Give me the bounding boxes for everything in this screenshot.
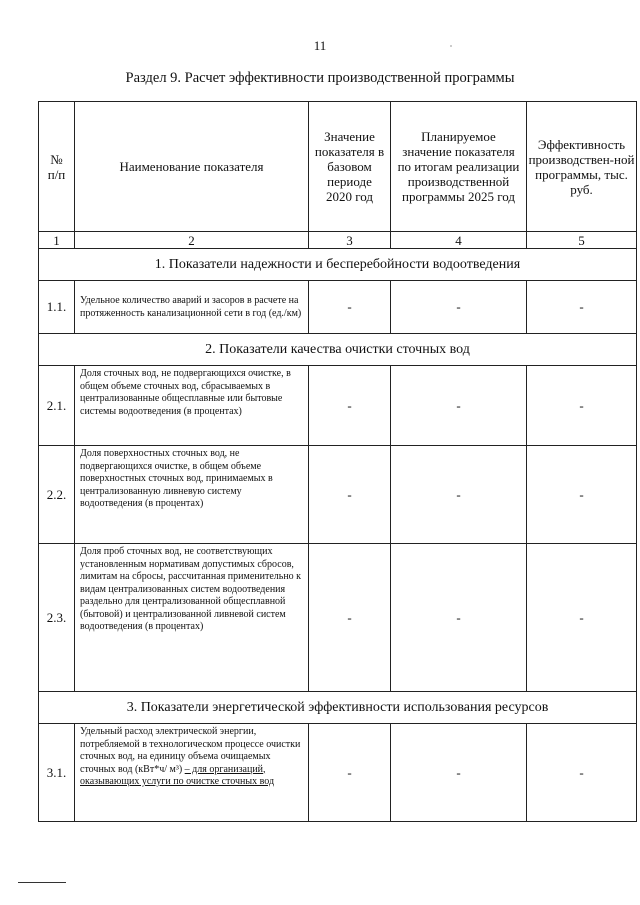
table-header-row bbox=[39, 102, 637, 232]
row-name: Доля поверхностных сточных вод, не подвергающихся очистке, в общем объеме поверхностных сточных вод, принимаемых в централизованную ливневую систему водоотведения (в процентах) bbox=[75, 446, 309, 544]
row-name-tail: – для организаций, оказывающих услуги по очистке сточных вод bbox=[80, 763, 275, 787]
group-row bbox=[39, 249, 637, 281]
efficiency-table bbox=[38, 101, 637, 822]
section-title: Раздел 9. Расчет эффективности производственной программы bbox=[125, 70, 515, 86]
table-row bbox=[39, 724, 637, 822]
header-base: Значение показателя в базовом периоде 2020 год bbox=[309, 102, 391, 232]
header-name: Наименование показателя bbox=[75, 102, 309, 232]
row-number: 3.1. bbox=[39, 724, 75, 822]
row-planned-value: - bbox=[391, 281, 527, 334]
row-efficiency-value: - bbox=[527, 366, 637, 446]
header-num: № п/п bbox=[39, 102, 75, 232]
row-efficiency-value: - bbox=[527, 446, 637, 544]
column-number: 3 bbox=[309, 232, 391, 249]
header-efficiency: Эффективность производствен-ной программы, тыс. руб. bbox=[527, 102, 637, 232]
table-row bbox=[39, 446, 637, 544]
row-planned-value: - bbox=[391, 446, 527, 544]
row-base-value: - bbox=[309, 724, 391, 822]
column-number-row bbox=[39, 232, 637, 249]
row-name: Доля сточных вод, не подвергающихся очистке, в общем объеме сточных вод, сбрасываемых в централизованные общесплавные или бытовые системы водоотведения (в процентах) bbox=[75, 366, 309, 446]
group-row bbox=[39, 692, 637, 724]
row-name: Доля проб сточных вод, не соответствующих установленным нормативам допустимых сбросов, лимитам на сбросы, рассчитанная применительно к видам централизованных систем водоотведения раздельно для централизованной общесплавной (бытовой) и централизованной ливневой систем водоотведения (в процентах) bbox=[75, 544, 309, 692]
row-efficiency-value: - bbox=[527, 544, 637, 692]
table-row bbox=[39, 366, 637, 446]
row-number: 2.1. bbox=[39, 366, 75, 446]
row-base-value: - bbox=[309, 281, 391, 334]
row-name-main: Удельный расход электрической энергии, потребляемой в технологическом процессе очистки сточных вод, на единицу объема очищаемых сточных вод (кВт*ч/ м³) bbox=[80, 726, 301, 775]
row-base-value: - bbox=[309, 366, 391, 446]
row-number: 1.1. bbox=[39, 281, 75, 334]
row-planned-value: - bbox=[391, 724, 527, 822]
row-number: 2.2. bbox=[39, 446, 75, 544]
row-planned-value: - bbox=[391, 366, 527, 446]
column-number: 1 bbox=[39, 232, 75, 249]
row-name: Удельное количество аварий и засоров в расчете на протяженность канализационной сети в год (ед./км) bbox=[75, 281, 309, 334]
scan-speck bbox=[450, 45, 452, 47]
column-number: 2 bbox=[75, 232, 309, 249]
page-number: 11 bbox=[313, 38, 327, 53]
row-base-value: - bbox=[309, 446, 391, 544]
row-number: 2.3. bbox=[39, 544, 75, 692]
group-row bbox=[39, 334, 637, 366]
column-number: 5 bbox=[527, 232, 637, 249]
table-row bbox=[39, 544, 637, 692]
table-row bbox=[39, 281, 637, 334]
header-planned: Планируемое значение показателя по итогам реализации производственной программы 2025 год bbox=[391, 102, 527, 232]
row-planned-value: - bbox=[391, 544, 527, 692]
footnote-rule bbox=[18, 882, 66, 883]
column-number: 4 bbox=[391, 232, 527, 249]
row-efficiency-value: - bbox=[527, 724, 637, 822]
group-title: 2. Показатели качества очистки сточных вод bbox=[39, 334, 637, 366]
row-efficiency-value: - bbox=[527, 281, 637, 334]
group-title: 3. Показатели энергетической эффективности использования ресурсов bbox=[39, 692, 637, 724]
row-base-value: - bbox=[309, 544, 391, 692]
row-name bbox=[75, 724, 309, 822]
group-title: 1. Показатели надежности и бесперебойности водоотведения bbox=[39, 249, 637, 281]
